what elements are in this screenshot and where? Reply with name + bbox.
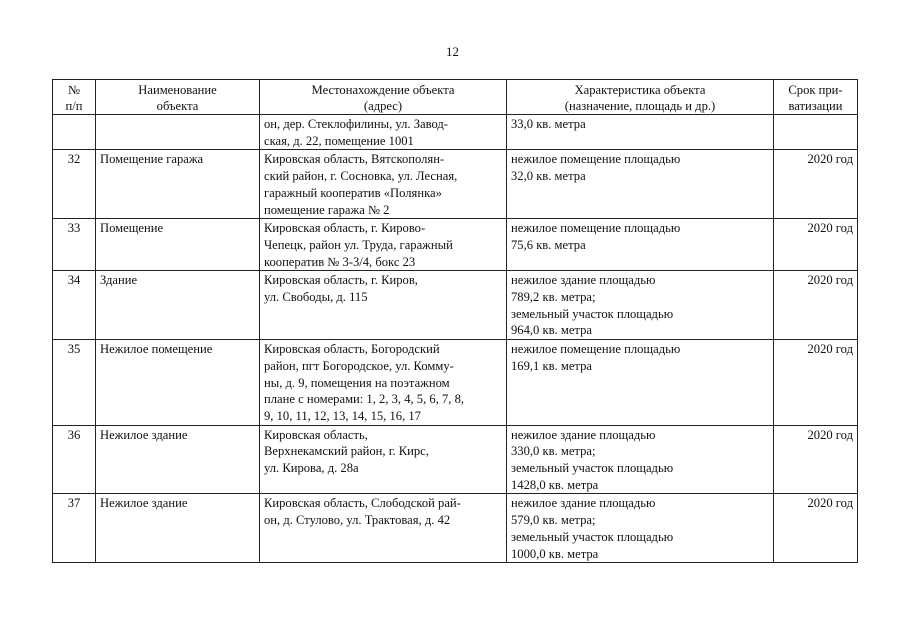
header-line: Наименование xyxy=(138,83,217,97)
cell-line: кооператив № 3-3/4, бокс 23 xyxy=(264,254,416,269)
cell-line: Кировская область, xyxy=(264,427,368,442)
cell-line: 330,0 кв. метра; xyxy=(511,444,596,459)
cell-line: нежилое здание площадью xyxy=(511,273,656,288)
cell-term: 2020 год xyxy=(774,271,858,340)
header-line: Местонахождение объекта xyxy=(311,83,455,97)
cell-line: Помещение xyxy=(100,221,164,236)
cell-line: 1000,0 кв. метра xyxy=(511,546,599,561)
cell-name xyxy=(96,340,260,426)
cell-line: 9, 10, 11, 12, 13, 14, 15, 16, 17 xyxy=(264,408,421,423)
cell-address xyxy=(260,115,507,150)
table-row xyxy=(53,219,858,271)
cell-line: ская, д. 22, помещение 1001 xyxy=(264,133,414,148)
cell-name xyxy=(96,494,260,563)
cell-name xyxy=(96,271,260,340)
cell-line: нежилое помещение площадью xyxy=(511,152,681,167)
header-name xyxy=(96,80,260,115)
cell-term xyxy=(774,115,858,150)
cell-line: Помещение гаража xyxy=(100,152,204,167)
cell-name xyxy=(96,150,260,219)
header-num xyxy=(53,80,96,115)
header-line: п/п xyxy=(65,99,83,113)
privatization-objects-table xyxy=(52,79,858,563)
cell-characteristics xyxy=(507,425,774,494)
cell-line: Верхнекамский район, г. Кирс, xyxy=(264,444,429,459)
cell-name xyxy=(96,219,260,271)
cell-num: 36 xyxy=(53,425,96,494)
cell-characteristics xyxy=(507,340,774,426)
cell-line: ский район, г. Сосновка, ул. Лесная, xyxy=(264,169,458,184)
cell-line: гаражный кооператив «Полянка» xyxy=(264,185,442,200)
cell-characteristics xyxy=(507,150,774,219)
cell-line: он, д. Стулово, ул. Трактовая, д. 42 xyxy=(264,513,451,528)
header-address xyxy=(260,80,507,115)
cell-line: он, дер. Стеклофилины, ул. Завод- xyxy=(264,117,448,131)
cell-line: нежилое помещение площадью xyxy=(511,342,681,357)
table-row xyxy=(53,150,858,219)
cell-address xyxy=(260,340,507,426)
cell-name xyxy=(96,115,260,150)
cell-term: 2020 год xyxy=(774,340,858,426)
cell-line: Нежилое здание xyxy=(100,496,188,511)
cell-line: Кировская область, Слободской рай- xyxy=(264,496,461,511)
cell-line: земельный участок площадью xyxy=(511,306,674,321)
cell-num: 35 xyxy=(53,340,96,426)
header-line: (адрес) xyxy=(363,99,403,113)
table-row xyxy=(53,115,858,150)
cell-line: Кировская область, Вятскополян- xyxy=(264,152,445,167)
cell-characteristics xyxy=(507,115,774,150)
cell-line: Нежилое помещение xyxy=(100,342,213,357)
cell-term: 2020 год xyxy=(774,425,858,494)
cell-line: плане с номерами: 1, 2, 3, 4, 5, 6, 7, 8, xyxy=(264,392,465,407)
header-line: № xyxy=(67,83,81,97)
cell-num: 32 xyxy=(53,150,96,219)
cell-name xyxy=(96,425,260,494)
cell-line: помещение гаража № 2 xyxy=(264,202,390,217)
cell-line: 32,0 кв. метра xyxy=(511,169,586,184)
cell-line: Кировская область, г. Кирово- xyxy=(264,221,426,236)
cell-characteristics xyxy=(507,494,774,563)
cell-line: ул. Свободы, д. 115 xyxy=(264,290,368,305)
page-number: 12 xyxy=(446,44,459,59)
cell-address xyxy=(260,219,507,271)
cell-line: земельный участок площадью xyxy=(511,461,674,476)
cell-line: нежилое помещение площадью xyxy=(511,221,681,236)
cell-characteristics xyxy=(507,219,774,271)
cell-line: район, пгт Богородское, ул. Комму- xyxy=(264,358,454,373)
cell-line: 579,0 кв. метра; xyxy=(511,513,596,528)
table-header xyxy=(53,80,858,115)
header-line: Срок при- xyxy=(788,83,843,97)
cell-line: Нежилое здание xyxy=(100,427,188,442)
cell-num: 33 xyxy=(53,219,96,271)
cell-line: Чепецк, район ул. Труда, гаражный xyxy=(264,237,453,252)
cell-address xyxy=(260,271,507,340)
cell-num xyxy=(53,115,96,150)
header-row xyxy=(53,80,858,115)
header-line: (назначение, площадь и др.) xyxy=(564,99,716,113)
table-row xyxy=(53,425,858,494)
cell-line: 789,2 кв. метра; xyxy=(511,290,596,305)
cell-term: 2020 год xyxy=(774,219,858,271)
header-line: объекта xyxy=(156,99,199,113)
table-row xyxy=(53,340,858,426)
cell-line: ны, д. 9, помещения на поэтажном xyxy=(264,375,450,390)
header-line: Характеристика объекта xyxy=(574,83,706,97)
cell-line: 75,6 кв. метра xyxy=(511,237,586,252)
header-line: ватизации xyxy=(788,99,843,113)
cell-line: нежилое здание площадью xyxy=(511,427,656,442)
cell-term: 2020 год xyxy=(774,150,858,219)
cell-address xyxy=(260,494,507,563)
cell-num: 37 xyxy=(53,494,96,563)
header-term xyxy=(774,80,858,115)
cell-line: Кировская область, Богородский xyxy=(264,342,440,357)
header-characteristics xyxy=(507,80,774,115)
cell-line: 169,1 кв. метра xyxy=(511,358,592,373)
cell-term: 2020 год xyxy=(774,494,858,563)
cell-line: земельный участок площадью xyxy=(511,529,674,544)
cell-address xyxy=(260,425,507,494)
cell-line: Здание xyxy=(100,273,138,288)
cell-line: нежилое здание площадью xyxy=(511,496,656,511)
table-row xyxy=(53,271,858,340)
cell-num: 34 xyxy=(53,271,96,340)
cell-line: 33,0 кв. метра xyxy=(511,117,586,131)
cell-address xyxy=(260,150,507,219)
cell-line: ул. Кирова, д. 28а xyxy=(264,461,359,476)
table-body xyxy=(53,115,858,563)
cell-line: 1428,0 кв. метра xyxy=(511,477,599,492)
cell-line: 964,0 кв. метра xyxy=(511,323,592,338)
table-row xyxy=(53,494,858,563)
cell-line: Кировская область, г. Киров, xyxy=(264,273,418,288)
cell-characteristics xyxy=(507,271,774,340)
